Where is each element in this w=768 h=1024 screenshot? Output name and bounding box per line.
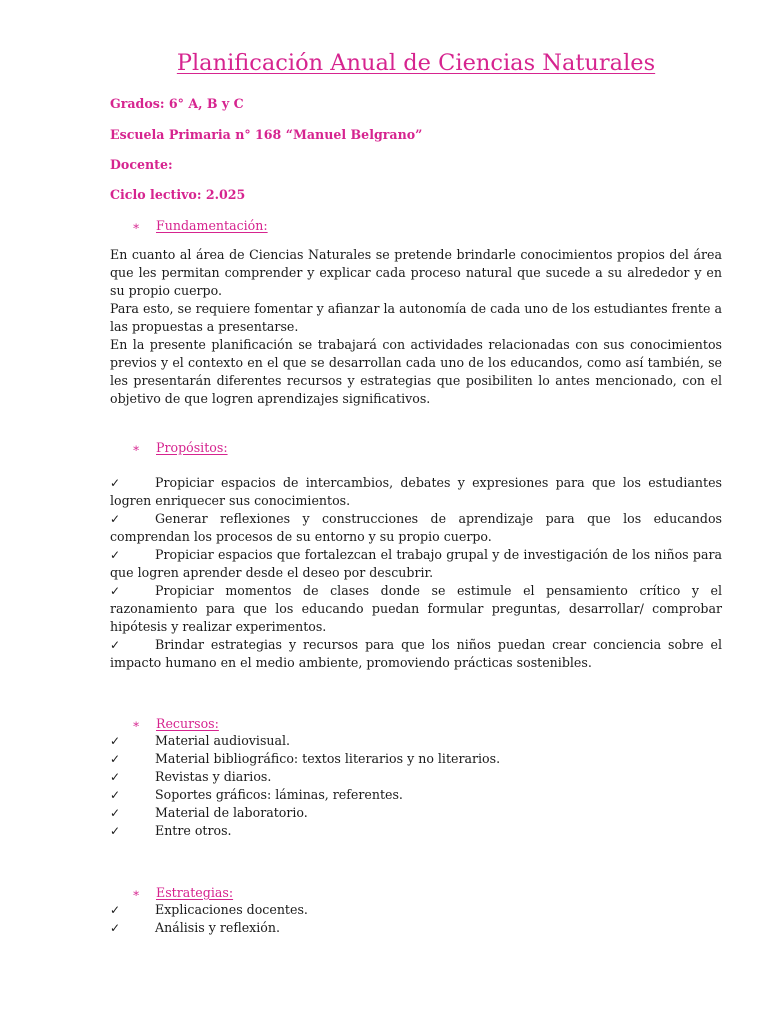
document-title: Planificación Anual de Ciencias Naturales [176, 50, 656, 76]
section-heading-recursos [132, 716, 219, 731]
list-item [110, 750, 722, 768]
grados-line: Grados: 6° A, B y C [110, 96, 244, 111]
asterisk-bullet-icon: ∗ [132, 441, 141, 455]
check-icon: ✓ [110, 806, 121, 820]
list-item [110, 474, 722, 510]
check-icon: ✓ [110, 903, 121, 917]
list-item [110, 786, 722, 804]
list-item [110, 919, 722, 937]
list-item [110, 510, 722, 546]
list-item-text: Material audiovisual. [155, 733, 291, 748]
list-item [110, 732, 722, 750]
list-item [110, 768, 722, 786]
check-icon: ✓ [110, 752, 121, 766]
list-item [110, 582, 722, 636]
check-icon: ✓ [110, 921, 121, 935]
check-icon: ✓ [110, 788, 121, 802]
list-item-text: Revistas y diarios. [155, 769, 272, 784]
section-label: Propósitos: [156, 440, 228, 455]
list-item-text: Explicaciones docentes. [155, 902, 308, 917]
list-item-text: Propiciar espacios que fortalezcan el trabajo grupal y de investigación de los niños para que logren aprender desde el deseo por descubrir. [110, 547, 722, 580]
fundamentacion-text [110, 246, 722, 408]
check-icon: ✓ [110, 584, 121, 598]
section-label: Estrategias: [156, 885, 234, 900]
estrategias-list [110, 901, 722, 937]
asterisk-bullet-icon: ∗ [132, 886, 141, 900]
ciclo-line: Ciclo lectivo: 2.025 [110, 187, 246, 202]
list-item-text: Propiciar espacios de intercambios, debates y expresiones para que los estudiantes logren enriquecer sus conocimientos. [110, 475, 722, 508]
list-item-text: Análisis y reflexión. [155, 920, 280, 935]
section-heading-estrategias [132, 885, 233, 900]
list-item [110, 901, 722, 919]
check-icon: ✓ [110, 476, 121, 490]
list-item-text: Generar reflexiones y construcciones de aprendizaje para que los educandos comprendan los procesos de su entorno y su propio cuerpo. [110, 511, 722, 544]
check-icon: ✓ [110, 638, 121, 652]
list-item [110, 546, 722, 582]
list-item-text: Material de laboratorio. [155, 805, 308, 820]
section-heading-fundamentacion [132, 218, 268, 233]
escuela-line: Escuela Primaria n° 168 “Manuel Belgrano” [110, 127, 423, 142]
list-item-text: Entre otros. [155, 823, 232, 838]
asterisk-bullet-icon: ∗ [132, 219, 141, 233]
section-label: Fundamentación: [156, 218, 268, 233]
list-item [110, 636, 722, 672]
list-item-text: Brindar estrategias y recursos para que los niños puedan crear conciencia sobre el impacto humano en el medio ambiente, promoviendo prácticas sostenibles. [110, 637, 722, 670]
recursos-list [110, 732, 722, 840]
list-item [110, 822, 722, 840]
list-item [110, 804, 722, 822]
list-item-text: Soportes gráficos: láminas, referentes. [155, 787, 403, 802]
docente-line: Docente: [110, 157, 173, 172]
check-icon: ✓ [110, 770, 121, 784]
check-icon: ✓ [110, 512, 121, 526]
check-icon: ✓ [110, 824, 121, 838]
check-icon: ✓ [110, 734, 121, 748]
paragraph: En cuanto al área de Ciencias Naturales se pretende brindarle conocimientos propios del área que les permitan comprender y explicar cada proceso natural que sucede a su alrededor y en su propio cuerpo. [110, 247, 722, 298]
paragraph: Para esto, se requiere fomentar y afianzar la autonomía de cada uno de los estudiantes frente a las propuestas a presentarse. [110, 301, 722, 334]
section-heading-propositos [132, 440, 228, 455]
paragraph: En la presente planificación se trabajará con actividades relacionadas con sus conocimientos previos y el contexto en el que se desarrollan cada uno de los educandos, como así también, se les presentarán diferentes recursos y estrategias que posibiliten lo antes mencionado, con el objetivo de que logren aprendizajes significativos. [110, 337, 722, 406]
list-item-text: Propiciar momentos de clases donde se estimule el pensamiento crítico y el razonamiento para que los educando puedan formular preguntas, desarrollar/ comprobar hipótesis y realizar experimentos. [110, 583, 722, 634]
check-icon: ✓ [110, 548, 121, 562]
list-item-text: Material bibliográfico: textos literarios y no literarios. [155, 751, 501, 766]
asterisk-bullet-icon: ∗ [132, 717, 141, 731]
section-label: Recursos: [156, 716, 219, 731]
propositos-list [110, 474, 722, 672]
